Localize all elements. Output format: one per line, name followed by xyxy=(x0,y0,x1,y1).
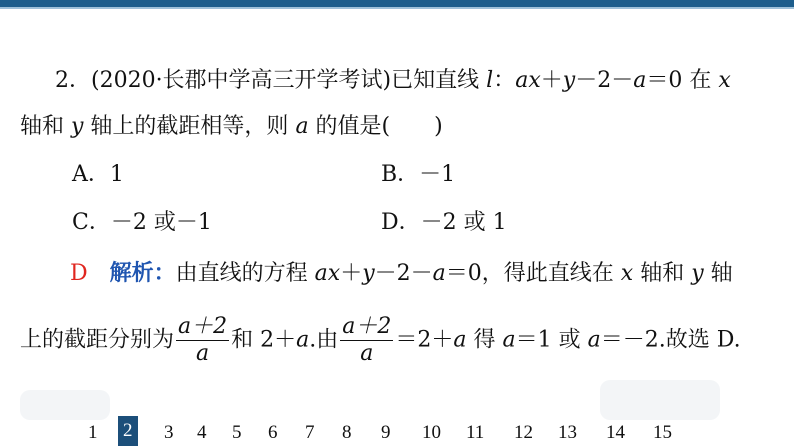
page-link-1[interactable]: 1 xyxy=(88,422,98,443)
background-decoration xyxy=(600,380,720,420)
page-navigation xyxy=(70,420,720,446)
answer-letter: D xyxy=(70,261,88,286)
page-link-6[interactable]: 6 xyxy=(268,422,278,443)
page-link-3[interactable]: 3 xyxy=(164,422,174,443)
solution-line-2: 上的截距分别为 $\frac{a+2}{a}$ 和 2＋a.由 $\frac{a+2}{a}$ ＝2＋a 得 a＝1 或 a＝－2.故选 D. xyxy=(20,314,741,366)
option-d[interactable]: D．－2 或 1 xyxy=(381,210,507,235)
background-decoration xyxy=(20,390,110,420)
page-link-13[interactable]: 13 xyxy=(558,422,577,443)
page-link-2-current[interactable]: 2 xyxy=(118,416,138,446)
question-line-1: 2．(2020·长郡中学高三开学考试)已知直线 l：ax＋y－2－a＝0 在 x xyxy=(55,68,731,93)
fraction-1: $\frac{a+2}{a}$ xyxy=(178,314,228,366)
page-link-10[interactable]: 10 xyxy=(422,422,441,443)
page-link-7[interactable]: 7 xyxy=(305,422,315,443)
page-link-4[interactable]: 4 xyxy=(197,422,207,443)
page-link-15[interactable]: 15 xyxy=(653,422,672,443)
page-link-12[interactable]: 12 xyxy=(514,422,533,443)
solution-line-1: D 解析：由直线的方程 ax＋y－2－a＝0，得此直线在 x 轴和 y 轴 xyxy=(70,260,733,286)
top-accent-line xyxy=(0,7,794,9)
question-line-2: 轴和 y 轴上的截距相等，则 a 的值是( ) xyxy=(20,114,443,139)
option-a[interactable]: A．1 xyxy=(72,162,124,187)
page-link-14[interactable]: 14 xyxy=(606,422,625,443)
page-link-5[interactable]: 5 xyxy=(232,422,242,443)
top-accent-bar xyxy=(0,0,794,7)
fraction-2: $\frac{a+2}{a}$ xyxy=(342,314,392,366)
page-link-11[interactable]: 11 xyxy=(466,422,485,443)
solution-label: 解析： xyxy=(109,260,176,286)
option-b[interactable]: B．－1 xyxy=(381,162,456,187)
page-link-8[interactable]: 8 xyxy=(342,422,352,443)
option-c[interactable]: C．－2 或－1 xyxy=(72,210,212,235)
page-link-9[interactable]: 9 xyxy=(381,422,391,443)
